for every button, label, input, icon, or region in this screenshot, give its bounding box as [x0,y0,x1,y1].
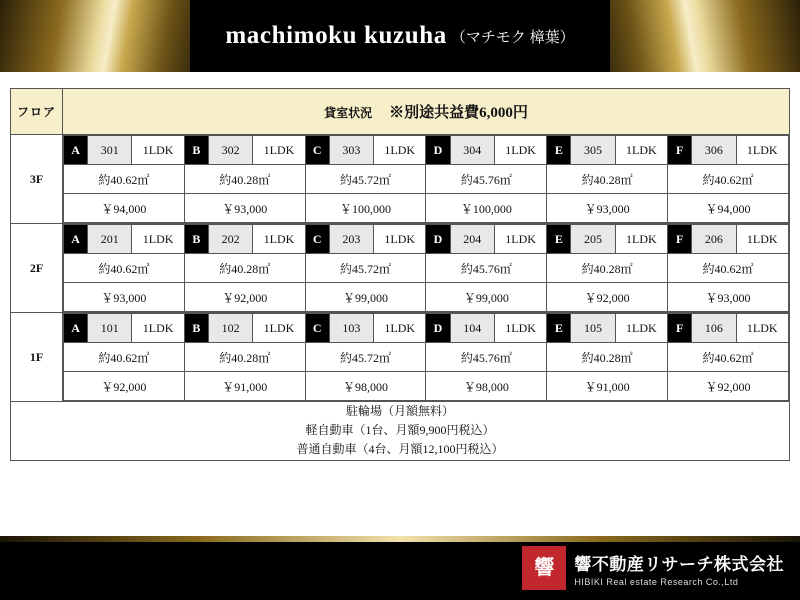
room-number: 103 [329,314,373,343]
company-name-jp: 響不動産リサーチ株式会社 [574,554,784,574]
room-area: 約40.28㎡ [547,254,668,283]
page-title-sub: （マチモク 樟葉） [450,29,575,46]
room-letter: E [547,314,571,343]
room-area: 約45.76㎡ [426,254,547,283]
room-letter: E [547,136,571,165]
room-letter: F [668,314,692,343]
room-number: 104 [450,314,494,343]
room-number: 203 [329,225,373,254]
room-price: ￥91,000 [184,372,305,401]
rooms-price-row [64,372,789,401]
room-area: 約45.72㎡ [305,254,426,283]
room-price: ￥91,000 [547,372,668,401]
room-type: 1LDK [736,136,788,165]
note-line-standard-car: 普通自動車（4台、月額12,100円税込） [296,442,504,457]
room-letter: C [305,225,329,254]
rooms-table-1f [63,313,789,401]
notes-row [11,402,790,461]
room-number: 306 [692,136,736,165]
room-number: 101 [88,314,132,343]
room-type: 1LDK [736,314,788,343]
room-letter: F [668,136,692,165]
room-price: ￥93,000 [547,194,668,223]
room-price: ￥100,000 [426,194,547,223]
header-status-title [63,89,790,135]
room-type: 1LDK [374,314,426,343]
rooms-price-row [64,283,789,312]
room-type: 1LDK [494,314,546,343]
room-letter: D [426,225,450,254]
room-type: 1LDK [374,136,426,165]
room-letter: A [64,314,88,343]
floor-label-2f: 2F [11,224,63,313]
table-row [11,135,790,224]
company-name-en: HIBIKI Real estate Research Co.,Ltd [574,576,739,587]
room-area: 約40.28㎡ [547,165,668,194]
vacancy-sheet [10,88,790,461]
room-number: 105 [571,314,615,343]
room-type: 1LDK [615,225,667,254]
room-price: ￥94,000 [64,194,185,223]
company-logo-icon: 響 [522,546,566,590]
rooms-area-row [64,254,789,283]
company-name-group [574,550,784,587]
status-title-text: 貸室状況 [324,106,373,120]
table-header-row [11,89,790,135]
room-number: 301 [88,136,132,165]
room-letter: C [305,314,329,343]
room-type: 1LDK [494,136,546,165]
note-line-bicycle: 駐輪場（月額無料） [345,404,454,418]
room-number: 106 [692,314,736,343]
room-price: ￥98,000 [426,372,547,401]
room-letter: D [426,314,450,343]
status-note-text: ※別途共益費6,000円 [389,105,528,121]
room-area: 約45.76㎡ [426,343,547,372]
room-number: 206 [692,225,736,254]
room-area: 約40.62㎡ [64,343,185,372]
room-price: ￥93,000 [668,283,789,312]
room-area: 約40.62㎡ [668,165,789,194]
rooms-area-row [64,343,789,372]
room-area: 約40.28㎡ [184,254,305,283]
room-letter: B [184,314,208,343]
room-letter: B [184,136,208,165]
floor-rooms-3f [63,135,790,224]
floor-rooms-1f [63,313,790,402]
room-type: 1LDK [615,136,667,165]
room-area: 約45.72㎡ [305,343,426,372]
room-number: 304 [450,136,494,165]
room-number: 202 [208,225,252,254]
room-price: ￥99,000 [426,283,547,312]
room-price: ￥92,000 [668,372,789,401]
page-title: machimoku kuzuha [225,22,447,49]
rooms-table-2f [63,224,789,312]
room-letter: E [547,225,571,254]
room-area: 約40.28㎡ [547,343,668,372]
header-title-group [0,0,800,72]
room-number: 102 [208,314,252,343]
company-brand [522,546,784,590]
room-type: 1LDK [615,314,667,343]
room-number: 305 [571,136,615,165]
room-type: 1LDK [132,225,184,254]
room-number: 303 [329,136,373,165]
room-area: 約45.72㎡ [305,165,426,194]
table-row [11,313,790,402]
room-price: ￥92,000 [64,372,185,401]
footer-bar [0,536,800,600]
room-type: 1LDK [253,314,305,343]
header-banner [0,0,800,72]
room-type: 1LDK [253,136,305,165]
room-price: ￥100,000 [305,194,426,223]
rooms-table-3f [63,135,789,223]
room-area: 約40.62㎡ [64,165,185,194]
room-price: ￥94,000 [668,194,789,223]
room-price: ￥92,000 [547,283,668,312]
note-line-kei-car: 軽自動車（1台、月額9,900円税込） [305,423,495,438]
rooms-id-row [64,225,789,254]
room-letter: D [426,136,450,165]
floor-label-1f: 1F [11,313,63,402]
room-price: ￥93,000 [64,283,185,312]
room-number: 204 [450,225,494,254]
vacancy-table [10,88,790,461]
room-price: ￥98,000 [305,372,426,401]
room-letter: F [668,225,692,254]
rooms-area-row [64,165,789,194]
room-type: 1LDK [494,225,546,254]
room-type: 1LDK [736,225,788,254]
room-number: 201 [88,225,132,254]
room-letter: A [64,225,88,254]
rooms-id-row [64,136,789,165]
room-letter: A [64,136,88,165]
room-number: 302 [208,136,252,165]
room-area: 約40.28㎡ [184,165,305,194]
room-letter: B [184,225,208,254]
header-floor-label: フロア [11,89,63,135]
room-type: 1LDK [253,225,305,254]
rooms-id-row [64,314,789,343]
room-area: 約40.62㎡ [668,254,789,283]
room-type: 1LDK [374,225,426,254]
room-area: 約40.62㎡ [64,254,185,283]
room-type: 1LDK [132,136,184,165]
room-type: 1LDK [132,314,184,343]
room-price: ￥92,000 [184,283,305,312]
room-letter: C [305,136,329,165]
rooms-price-row [64,194,789,223]
table-row [11,224,790,313]
room-price: ￥93,000 [184,194,305,223]
floor-rooms-2f [63,224,790,313]
room-price: ￥99,000 [305,283,426,312]
footer-gold-rule [0,536,800,542]
room-area: 約45.76㎡ [426,165,547,194]
room-area: 約40.62㎡ [668,343,789,372]
parking-notes [11,402,790,461]
floor-label-3f: 3F [11,135,63,224]
room-number: 205 [571,225,615,254]
room-area: 約40.28㎡ [184,343,305,372]
